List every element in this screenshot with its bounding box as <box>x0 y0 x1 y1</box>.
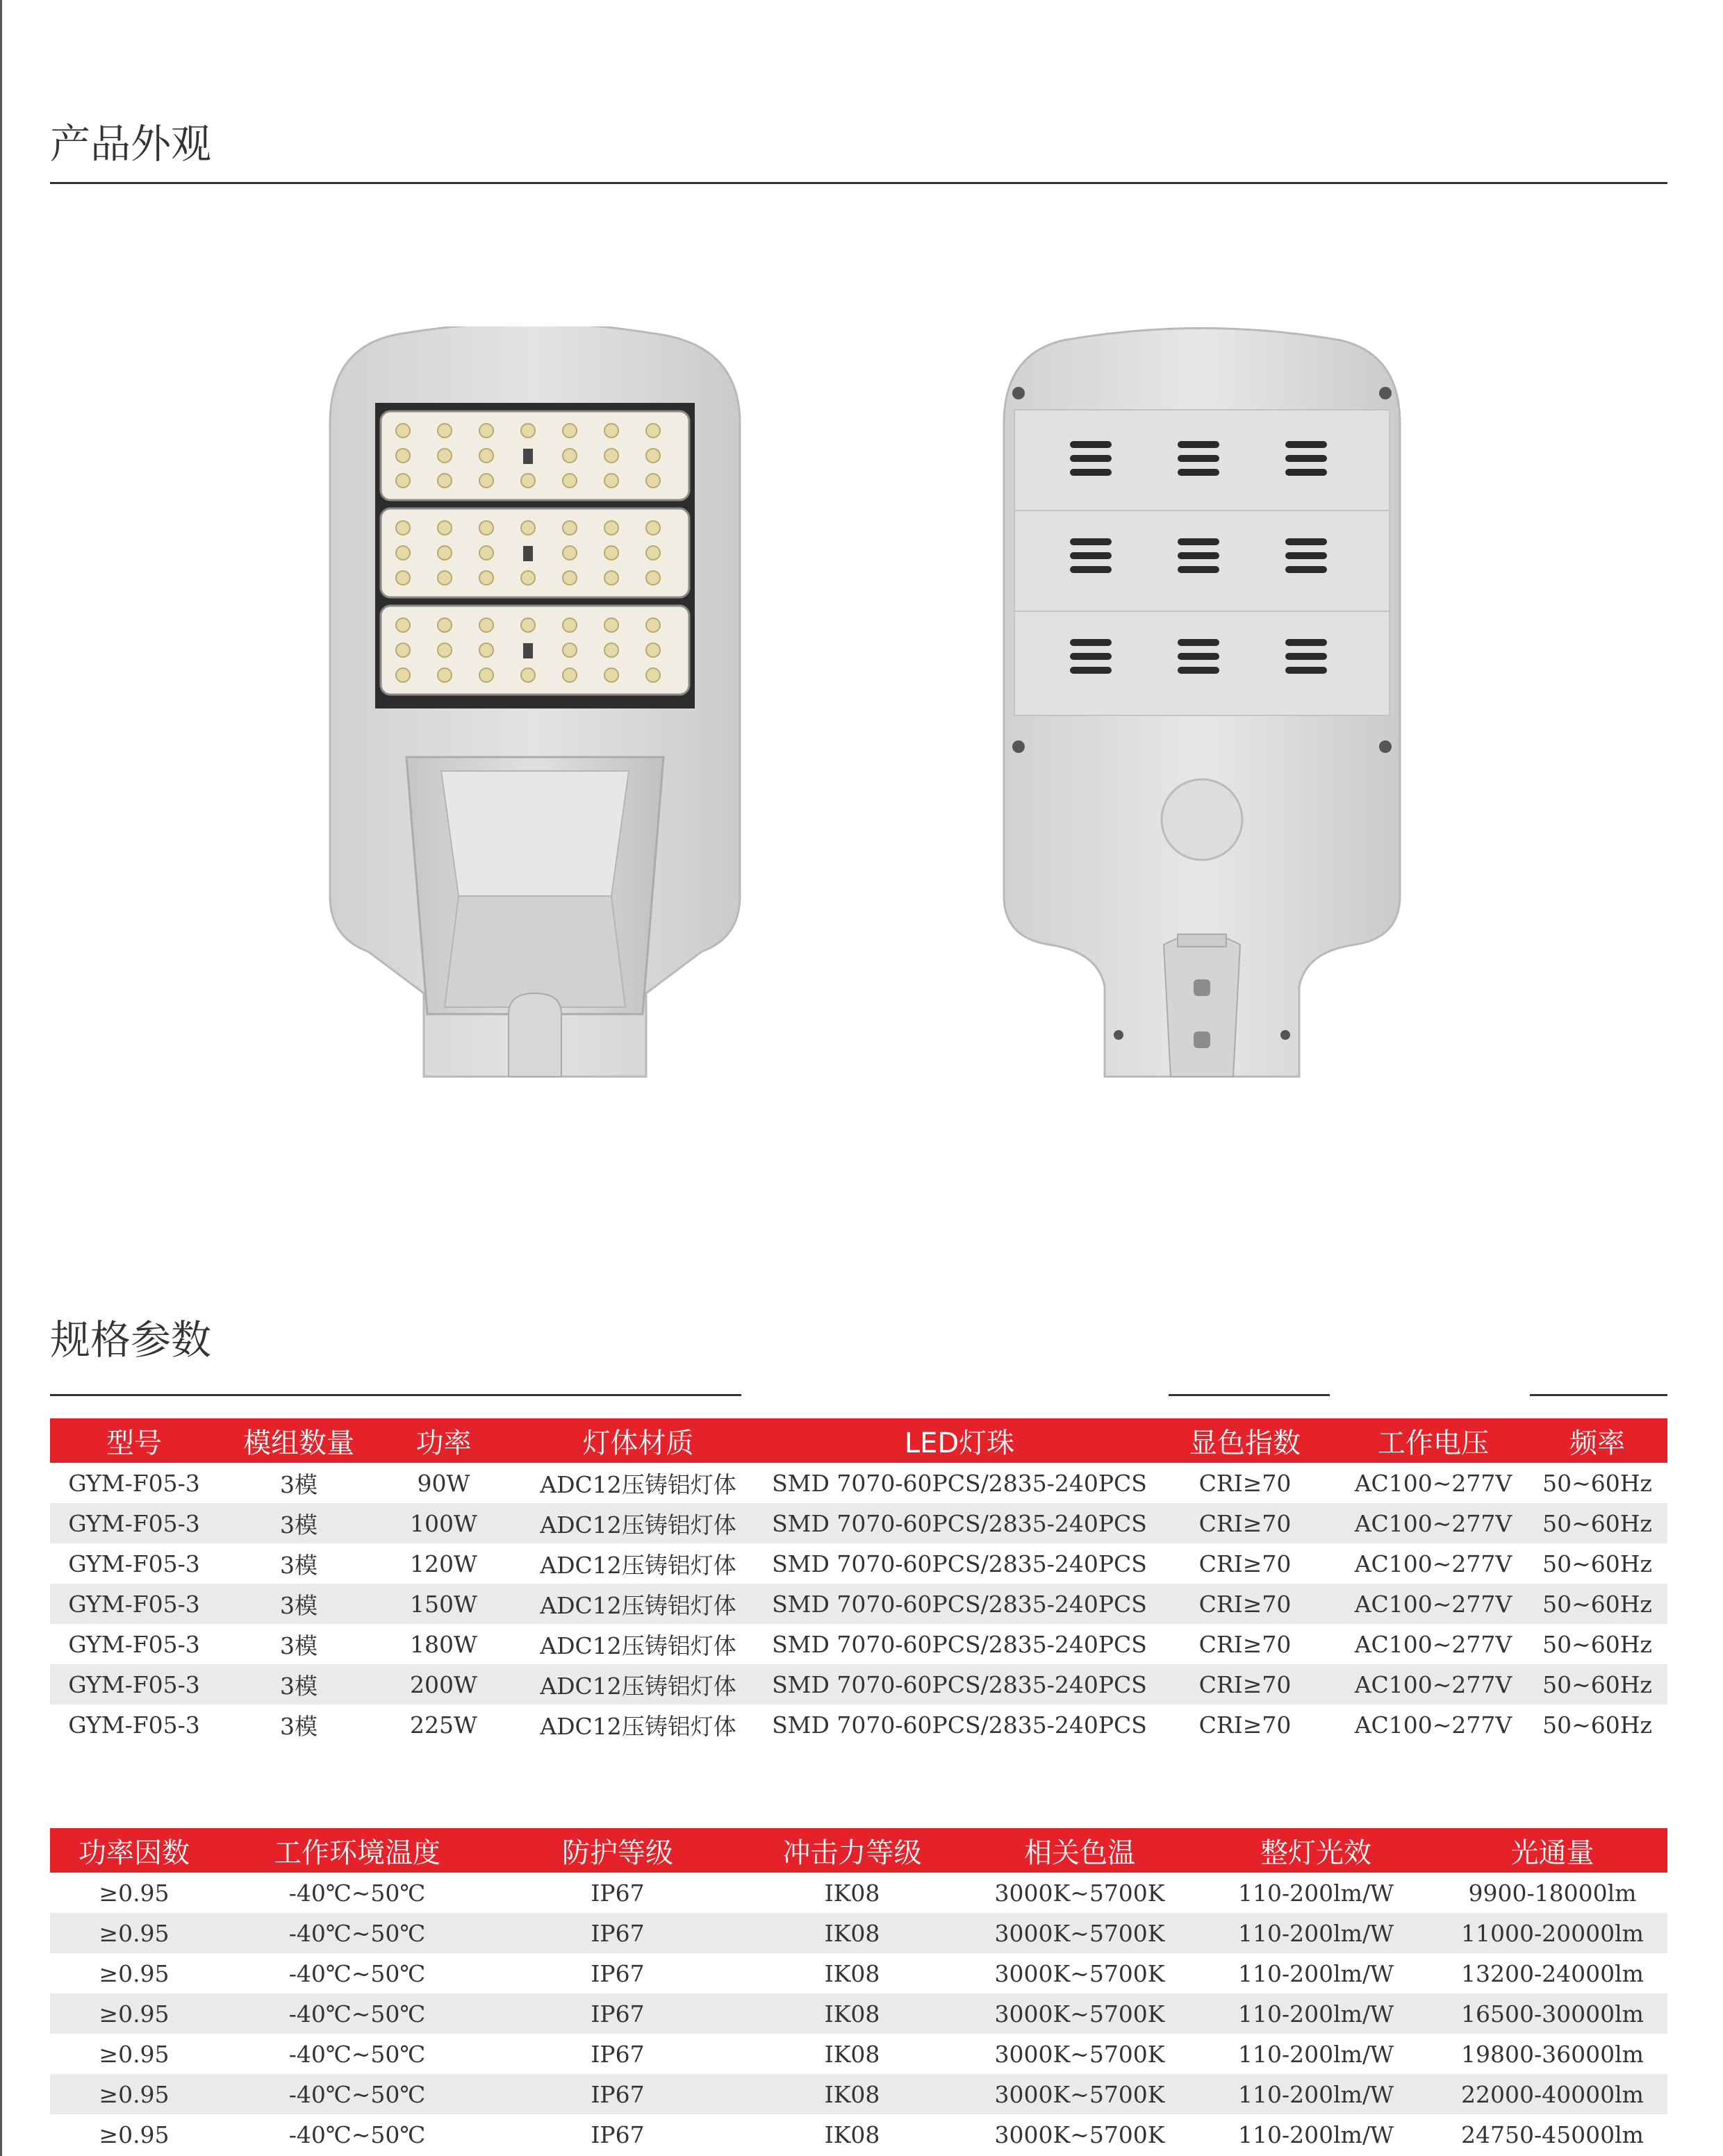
cell-power: 90W <box>417 1469 470 1497</box>
cell-operating-temperature: -40℃~50℃ <box>288 1959 426 1987</box>
cell-power: 150W <box>379 1584 508 1624</box>
cell-led-chip: SMD 7070-60PCS/2835-240PCS <box>772 1550 1147 1577</box>
cell-module-count: 3模 <box>280 1551 318 1579</box>
header-luminous-flux: 光通量 <box>1437 1828 1667 1873</box>
header-power-factor: 功率因数 <box>50 1828 218 1873</box>
cell-power: 100W <box>379 1503 508 1543</box>
cell-power: 180W <box>410 1630 477 1658</box>
cell-body-material: ADC12压铸铝灯体 <box>508 1584 768 1624</box>
cell-luminous-flux: 13200-24000lm <box>1461 1959 1644 1987</box>
cell-frequency: 50~60Hz <box>1542 1469 1652 1497</box>
header-operating-temperature: 工作环境温度 <box>218 1828 496 1873</box>
header-model: 型号 <box>50 1418 218 1463</box>
cell-luminous-flux: 9900-18000lm <box>1468 1879 1637 1907</box>
cell-power: 225W <box>410 1711 477 1739</box>
cell-power-factor: ≥0.95 <box>99 2121 170 2148</box>
table-header-row <box>50 1828 1667 1873</box>
cell-ik-rating: IK08 <box>824 2040 880 2068</box>
cell-frequency: 50~60Hz <box>1542 1550 1652 1577</box>
cell-module-count: 3模 <box>280 1712 318 1740</box>
header-ik-rating: 冲击力等级 <box>739 1828 965 1873</box>
street-light-back-photo <box>1000 326 1403 1091</box>
table-row <box>50 2074 1667 2114</box>
cell-ik-rating: IK08 <box>824 1959 880 1987</box>
cell-luminous-flux: 24750-45000lm <box>1461 2121 1644 2148</box>
specs-section-title: 规格参数 <box>50 1316 212 1363</box>
cell-body-material: ADC12压铸铝灯体 <box>540 1551 736 1579</box>
specs-title-rule-2 <box>1169 1394 1330 1396</box>
cell-cri: CRI≥70 <box>1198 1711 1292 1739</box>
cell-ik-rating: IK08 <box>739 2074 965 2114</box>
cell-cri: CRI≥70 <box>1198 1630 1292 1658</box>
header-led-chip: LED灯珠 <box>768 1418 1151 1463</box>
table-row <box>50 1664 1667 1705</box>
cell-voltage: AC100~277V <box>1354 1550 1512 1577</box>
cell-power: 120W <box>410 1550 477 1577</box>
cell-color-temperature: 3000K~5700K <box>965 1993 1194 2034</box>
specs-title-rule-3 <box>1530 1394 1667 1396</box>
cell-ip-rating: IP67 <box>591 1879 645 1907</box>
cell-ip-rating: IP67 <box>496 1993 739 2034</box>
led-module-3 <box>381 606 689 695</box>
cell-voltage: AC100~277V <box>1339 1664 1527 1705</box>
table-row <box>50 1584 1667 1624</box>
cell-voltage: AC100~277V <box>1339 1503 1527 1543</box>
cell-power: 200W <box>379 1664 508 1705</box>
cell-luminous-flux: 11000-20000lm <box>1437 1913 1667 1953</box>
table-row <box>50 1503 1667 1543</box>
cell-color-temperature: 3000K~5700K <box>994 1959 1165 1987</box>
cell-ip-rating: IP67 <box>496 2074 739 2114</box>
cell-luminous-efficacy: 110-200lm/W <box>1194 1993 1437 2034</box>
cell-frequency: 50~60Hz <box>1542 1711 1652 1739</box>
header-power: 功率 <box>379 1418 508 1463</box>
appearance-title-rule <box>50 182 1667 184</box>
cell-cri: CRI≥70 <box>1198 1469 1292 1497</box>
cell-luminous-flux: 22000-40000lm <box>1437 2074 1667 2114</box>
cell-model: GYM-F05-3 <box>68 1469 200 1497</box>
cell-luminous-flux: 19800-36000lm <box>1461 2040 1644 2068</box>
cell-frequency: 50~60Hz <box>1527 1503 1667 1543</box>
cell-ip-rating: IP67 <box>591 2040 645 2068</box>
cell-ik-rating: IK08 <box>739 1993 965 2034</box>
cell-frequency: 50~60Hz <box>1542 1630 1652 1658</box>
led-module-1 <box>381 411 689 500</box>
cell-frequency: 50~60Hz <box>1527 1664 1667 1705</box>
cell-model: GYM-F05-3 <box>50 1584 218 1624</box>
table-row <box>50 2034 1667 2074</box>
cell-luminous-efficacy: 110-200lm/W <box>1237 2121 1394 2148</box>
cell-module-count: 3模 <box>218 1503 379 1543</box>
cell-color-temperature: 3000K~5700K <box>994 1879 1165 1907</box>
cell-luminous-efficacy: 110-200lm/W <box>1194 1913 1437 1953</box>
cell-ik-rating: IK08 <box>824 1879 880 1907</box>
cell-operating-temperature: -40℃~50℃ <box>218 1993 496 2034</box>
cell-operating-temperature: -40℃~50℃ <box>288 1879 426 1907</box>
header-luminous-efficacy: 整灯光效 <box>1194 1828 1437 1873</box>
page-left-border <box>0 0 2 2156</box>
cell-cri: CRI≥70 <box>1151 1584 1339 1624</box>
cell-led-chip: SMD 7070-60PCS/2835-240PCS <box>772 1711 1147 1739</box>
cell-led-chip: SMD 7070-60PCS/2835-240PCS <box>768 1503 1151 1543</box>
cell-voltage: AC100~277V <box>1354 1630 1512 1658</box>
cell-ip-rating: IP67 <box>496 1913 739 1953</box>
cell-operating-temperature: -40℃~50℃ <box>288 2040 426 2068</box>
cell-cri: CRI≥70 <box>1198 1550 1292 1577</box>
table-header-row <box>50 1418 1667 1463</box>
cell-frequency: 50~60Hz <box>1527 1584 1667 1624</box>
cell-model: GYM-F05-3 <box>68 1550 200 1577</box>
table-row <box>50 2114 1667 2155</box>
cell-power-factor: ≥0.95 <box>50 1913 218 1953</box>
specs-table-2 <box>50 1828 1667 2155</box>
cell-model: GYM-F05-3 <box>50 1664 218 1705</box>
cell-voltage: AC100~277V <box>1354 1469 1512 1497</box>
cell-operating-temperature: -40℃~50℃ <box>288 2121 426 2148</box>
cell-cri: CRI≥70 <box>1151 1503 1339 1543</box>
cell-voltage: AC100~277V <box>1354 1711 1512 1739</box>
cell-color-temperature: 3000K~5700K <box>994 2040 1165 2068</box>
header-body-material: 灯体材质 <box>508 1418 768 1463</box>
street-light-front-photo <box>327 326 743 1091</box>
cell-model: GYM-F05-3 <box>50 1503 218 1543</box>
cell-body-material: ADC12压铸铝灯体 <box>508 1503 768 1543</box>
cell-body-material: ADC12压铸铝灯体 <box>508 1664 768 1705</box>
cell-cri: CRI≥70 <box>1151 1664 1339 1705</box>
header-color-temperature: 相关色温 <box>965 1828 1194 1873</box>
cell-power-factor: ≥0.95 <box>50 1993 218 2034</box>
appearance-section-title: 产品外观 <box>50 120 212 167</box>
cell-body-material: ADC12压铸铝灯体 <box>540 1470 736 1498</box>
cell-model: GYM-F05-3 <box>68 1711 200 1739</box>
cell-luminous-flux: 16500-30000lm <box>1437 1993 1667 2034</box>
table-row <box>50 1873 1667 1913</box>
table-row <box>50 1953 1667 1993</box>
cell-body-material: ADC12压铸铝灯体 <box>540 1632 736 1659</box>
cell-operating-temperature: -40℃~50℃ <box>218 1913 496 1953</box>
cell-ik-rating: IK08 <box>739 1913 965 1953</box>
cell-color-temperature: 3000K~5700K <box>965 1913 1194 1953</box>
cell-led-chip: SMD 7070-60PCS/2835-240PCS <box>772 1469 1147 1497</box>
specs-title-rule-1 <box>50 1394 741 1396</box>
table-row <box>50 1705 1667 1745</box>
cell-led-chip: SMD 7070-60PCS/2835-240PCS <box>772 1630 1147 1658</box>
cell-model: GYM-F05-3 <box>68 1630 200 1658</box>
cell-voltage: AC100~277V <box>1339 1584 1527 1624</box>
table-row <box>50 1913 1667 1953</box>
cell-ik-rating: IK08 <box>824 2121 880 2148</box>
cell-luminous-efficacy: 110-200lm/W <box>1237 1879 1394 1907</box>
cell-led-chip: SMD 7070-60PCS/2835-240PCS <box>768 1664 1151 1705</box>
specs-table-1 <box>50 1418 1667 1745</box>
header-cri: 显色指数 <box>1151 1418 1339 1463</box>
table-row <box>50 1993 1667 2034</box>
table-row <box>50 1624 1667 1664</box>
led-module-2 <box>381 508 689 597</box>
cell-power-factor: ≥0.95 <box>99 2040 170 2068</box>
table-row <box>50 1543 1667 1584</box>
cell-power-factor: ≥0.95 <box>99 1879 170 1907</box>
cell-module-count: 3模 <box>280 1470 318 1498</box>
cell-ip-rating: IP67 <box>591 1959 645 1987</box>
cell-power-factor: ≥0.95 <box>99 1959 170 1987</box>
cell-color-temperature: 3000K~5700K <box>994 2121 1165 2148</box>
cell-ip-rating: IP67 <box>591 2121 645 2148</box>
cell-led-chip: SMD 7070-60PCS/2835-240PCS <box>768 1584 1151 1624</box>
cell-operating-temperature: -40℃~50℃ <box>218 2074 496 2114</box>
cell-module-count: 3模 <box>280 1632 318 1659</box>
cell-module-count: 3模 <box>218 1664 379 1705</box>
cell-power-factor: ≥0.95 <box>50 2074 218 2114</box>
cell-luminous-efficacy: 110-200lm/W <box>1194 2074 1437 2114</box>
header-ip-rating: 防护等级 <box>496 1828 739 1873</box>
cell-luminous-efficacy: 110-200lm/W <box>1237 2040 1394 2068</box>
header-frequency: 频率 <box>1527 1418 1667 1463</box>
header-voltage: 工作电压 <box>1339 1418 1527 1463</box>
cell-module-count: 3模 <box>218 1584 379 1624</box>
cell-luminous-efficacy: 110-200lm/W <box>1237 1959 1394 1987</box>
cell-color-temperature: 3000K~5700K <box>965 2074 1194 2114</box>
table-row <box>50 1463 1667 1503</box>
cell-body-material: ADC12压铸铝灯体 <box>540 1712 736 1740</box>
header-module-count: 模组数量 <box>218 1418 379 1463</box>
